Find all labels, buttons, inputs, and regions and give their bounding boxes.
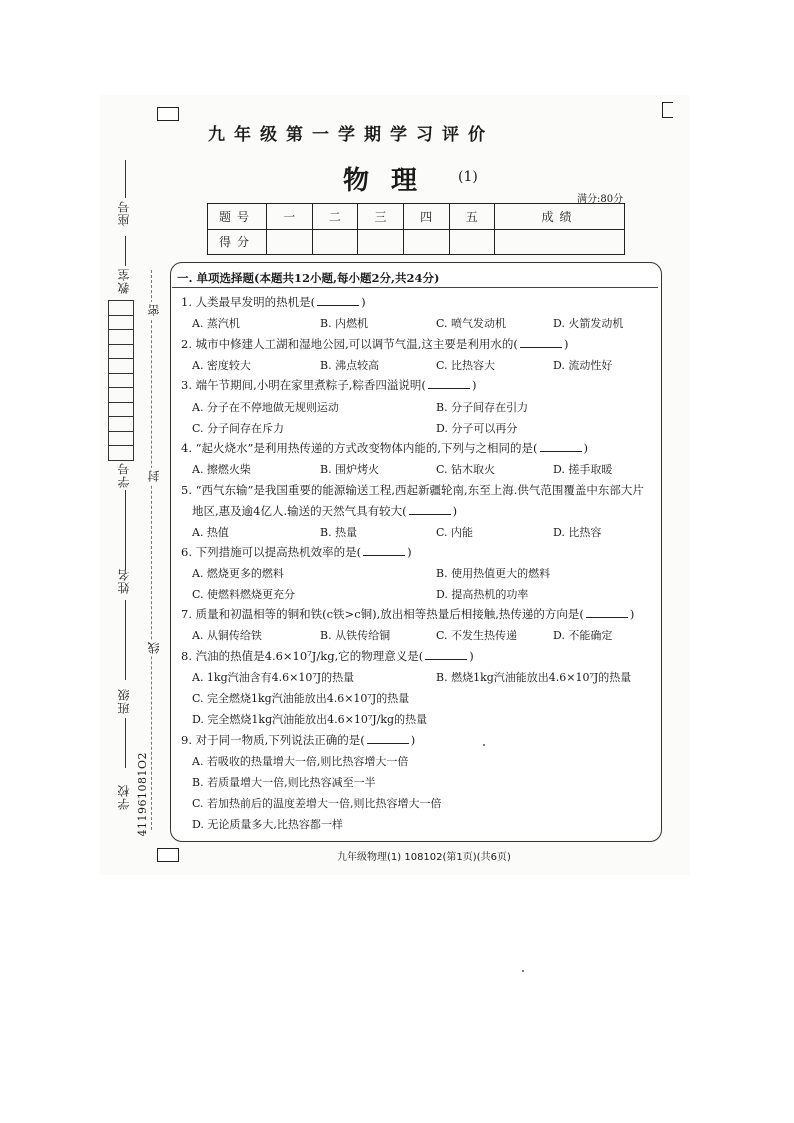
score-header-cell: 二 (312, 204, 358, 230)
option: B. 使用热值更大的燃料 (436, 567, 551, 580)
option: D. 分子可以再分 (436, 422, 518, 435)
option: A. 分子在不停地做无规则运动 (192, 401, 339, 414)
option: A. 擦燃火柴 (192, 463, 251, 476)
registration-mark-top-right (662, 102, 673, 118)
score-cell[interactable] (495, 229, 625, 255)
score-header-cell: 题号 (208, 204, 267, 230)
section-title: 一. 单项选择题(本题共12小题,每小题2分,共24分) (177, 271, 440, 285)
option: A. 热值 (192, 526, 229, 539)
option: B. 热量 (320, 526, 358, 539)
option: B. 围炉烤火 (320, 463, 380, 476)
page-footer: 九年级物理(1) 108102(第1页)(共6页) (337, 852, 511, 863)
name-field (125, 600, 126, 680)
question-stem: 1. 人类最早发明的热机是( ) (181, 295, 366, 309)
score-header-cell: 四 (403, 204, 449, 230)
section-divider (172, 287, 658, 288)
school-label: 学校 (117, 784, 131, 810)
registration-mark-top-left (157, 107, 179, 121)
score-header-cell: 三 (358, 204, 404, 230)
question-stem-continued: 地区,惠及逾4亿人.输送的天然气具有较大( ) (192, 504, 458, 518)
option: C. 内能 (436, 526, 474, 539)
score-header-cell: 一 (267, 204, 313, 230)
score-cell[interactable] (358, 229, 404, 255)
score-cell[interactable] (312, 229, 358, 255)
seal-xian: 线 (147, 642, 161, 654)
id-label: 学号 (117, 462, 131, 488)
option: B. 沸点较高 (320, 359, 380, 372)
name-label: 姓名 (117, 568, 131, 594)
seal-mi: 密 (147, 304, 161, 316)
score-table (207, 203, 625, 255)
question-stem: 2. 城市中修建人工湖和湿地公园,可以调节气温,这主要是利用水的( ) (181, 337, 569, 351)
option: C. 钻木取火 (436, 463, 496, 476)
score-header-cell: 成绩 (495, 204, 625, 230)
option: D. 不能确定 (553, 629, 613, 642)
class-label: 班级 (117, 688, 131, 714)
question-stem: 8. 汽油的热值是4.6×10⁷J/kg,它的物理意义是( ) (181, 649, 474, 663)
subject-title: 物理 (343, 166, 440, 196)
question-stem: 4. “起火烧水”是利用热传递的方式改变物体内能的,下列与之相同的是( ) (181, 441, 589, 455)
option: D. 无论质量多大,比热容都一样 (192, 818, 343, 831)
scan-speck (522, 970, 524, 972)
option: C. 喷气发动机 (436, 317, 507, 330)
answer-blank[interactable] (428, 377, 470, 389)
option: B. 从铁传给铜 (320, 629, 391, 642)
option: D. 流动性好 (553, 359, 613, 372)
exam-title: 九年级第一学期学习评价 (208, 125, 494, 145)
question-stem: 3. 端午节期间,小明在家里煮粽子,粽香四溢说明( ) (181, 378, 477, 392)
option: C. 比热容大 (436, 359, 496, 372)
exam-code: 411961081O2 (136, 752, 149, 837)
answer-blank[interactable] (425, 648, 467, 660)
score-cell[interactable] (403, 229, 449, 255)
seat-label: 座号 (117, 200, 131, 226)
option: D. 提高热机的功率 (436, 588, 529, 601)
room-label: 教室 (117, 268, 131, 294)
option: B. 燃烧1kg汽油能放出4.6×10⁷J的热量 (436, 671, 632, 684)
option: D. 火箭发动机 (553, 317, 624, 330)
option: A. 密度较大 (192, 359, 251, 372)
score-row-label: 得分 (208, 229, 267, 255)
seal-line (151, 270, 152, 830)
subject-number: (1) (458, 169, 478, 185)
room-field (125, 236, 126, 266)
question-stem: 7. 质量和初温相等的铜和铁(c铁>c铜),放出相等热量后相接触,热传递的方向是( ) (181, 607, 635, 621)
option: B. 内燃机 (320, 317, 369, 330)
class-field (125, 718, 126, 768)
answer-blank[interactable] (540, 440, 582, 452)
answer-blank[interactable] (409, 503, 451, 515)
answer-blank[interactable] (520, 336, 562, 348)
option: A. 若吸收的热量增大一倍,则比热容增大一倍 (192, 755, 409, 768)
score-cell[interactable] (267, 229, 313, 255)
id-field (125, 490, 126, 570)
full-score: 满分:80分 (577, 194, 624, 205)
option: D. 完全燃烧1kg汽油能放出4.6×10⁷J/kg的热量 (192, 713, 428, 726)
option: B. 分子间存在引力 (436, 401, 529, 414)
option: C. 分子间存在斥力 (192, 422, 285, 435)
option: B. 若质量增大一倍,则比热容减至一半 (192, 776, 376, 789)
option: A. 1kg汽油含有4.6×10⁷J的热量 (192, 671, 355, 684)
option: C. 不发生热传递 (436, 629, 518, 642)
option: A. 从铜传给铁 (192, 629, 262, 642)
option: C. 完全燃烧1kg汽油能放出4.6×10⁷J的热量 (192, 692, 410, 705)
option: D. 比热容 (553, 526, 602, 539)
answer-blank[interactable] (586, 606, 628, 618)
option: A. 蒸汽机 (192, 317, 240, 330)
question-stem: 9. 对于同一物质,下列说法正确的是( ) (181, 733, 416, 747)
option: A. 燃烧更多的燃料 (192, 567, 284, 580)
registration-mark-bottom-left (157, 848, 179, 862)
score-cell[interactable] (449, 229, 495, 255)
answer-blank[interactable] (367, 732, 409, 744)
question-stem: 6. 下列措施可以提高热机效率的是( ) (181, 545, 412, 559)
answer-blank[interactable] (363, 544, 405, 556)
seal-feng: 封 (147, 470, 161, 482)
seat-field (125, 160, 126, 198)
student-id-grid (108, 300, 134, 461)
answer-blank[interactable] (317, 294, 359, 306)
scan-speck (483, 744, 485, 746)
question-stem: 5. “西气东输”是我国重要的能源输送工程,西起新疆轮南,东至上海.供气范围覆盖中东部大片 (181, 483, 644, 497)
score-header-cell: 五 (449, 204, 495, 230)
option: D. 搓手取暖 (553, 463, 613, 476)
option: C. 若加热前后的温度差增大一倍,则比热容增大一倍 (192, 797, 442, 810)
option: C. 使燃料燃烧更充分 (192, 588, 296, 601)
